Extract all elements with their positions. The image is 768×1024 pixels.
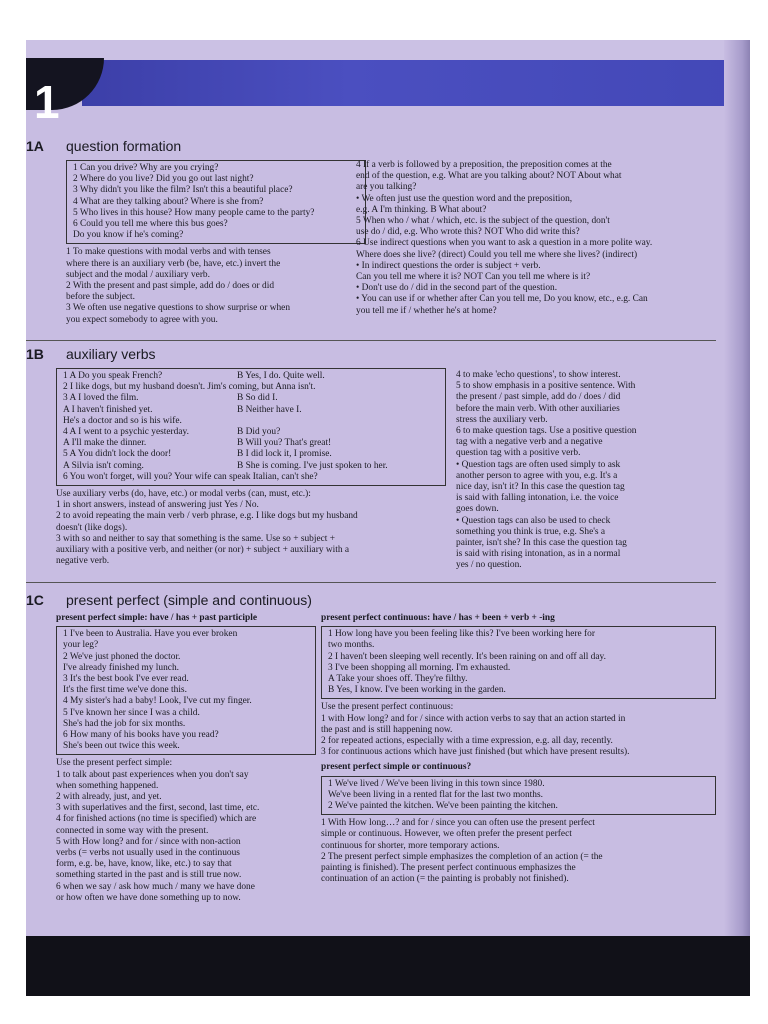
text-line: • You can use if or whether after Can you tell me, Do you know, etc., e.g. Can xyxy=(356,294,648,305)
text-line: connected in some way with the present. xyxy=(56,825,209,836)
example-box xyxy=(321,626,716,699)
text-line: 3 for continuous actions which have just finished (but which have present results). xyxy=(321,747,630,758)
text-line: painting is finished). The present perfect continuous emphasizes the xyxy=(321,863,576,874)
text-line: negative verb. xyxy=(56,556,110,567)
text-line: form, e.g. be, have, know, like, etc.) to say that xyxy=(56,859,232,870)
text-line: 2 to avoid repeating the main verb / verb phrase, e.g. I like dogs but my husband xyxy=(56,511,358,522)
text-line: 2 with already, just, and yet. xyxy=(56,792,162,803)
speaker-b-line: B She is coming. I've just spoken to her. xyxy=(237,460,388,471)
text-line: 6 to make question tags. Use a positive question xyxy=(456,426,637,437)
text-line: 2 With the present and past simple, add do / does or did xyxy=(66,281,275,292)
text-line: yes / no question. xyxy=(456,560,522,571)
text-line: stress the auxiliary verb. xyxy=(456,414,548,425)
speaker-b-line: B Yes, I do. Quite well. xyxy=(237,371,325,381)
example-row xyxy=(63,438,439,449)
text-line: simple or continuous. However, we often prefer the present perfect xyxy=(321,829,572,840)
text-line: 1 in short answers, instead of answering just Yes / No. xyxy=(56,500,259,511)
text-line: • We often just use the question word and the preposition, xyxy=(356,193,573,204)
text-line: something you think is true, e.g. She's a xyxy=(456,526,606,537)
example-row xyxy=(63,449,439,460)
text-line: e.g. A I'm thinking. B What about? xyxy=(356,204,487,215)
example-row xyxy=(63,382,439,393)
text-line: 2 We've just phoned the doctor. xyxy=(63,651,181,662)
page-fold-shadow xyxy=(724,40,750,996)
text-line: • Question tags can also be used to check xyxy=(456,515,611,526)
section-code: 1A xyxy=(26,138,44,154)
text-line: the past and is still happening now. xyxy=(321,724,453,735)
text-line: 6 Use indirect questions when you want to ask a question in a more polite way. xyxy=(356,238,653,249)
text-line: 6 Could you tell me where this bus goes? xyxy=(73,219,228,230)
text-line: 3 It's the best book I've ever read. xyxy=(63,674,189,685)
section-1a-right-column xyxy=(356,160,706,317)
section-1a-heading xyxy=(26,138,181,154)
text-line: 1 How long have you been feeling like this? I've been working here for xyxy=(328,629,595,640)
text-line: painter, isn't she? In this case the question tag xyxy=(456,538,627,549)
text-line: Do you know if he's coming? xyxy=(73,230,184,241)
example-box xyxy=(66,160,366,244)
text-line: She's had the job for six months. xyxy=(63,718,186,729)
text-line: or how often we have done something up to now. xyxy=(56,892,241,903)
speaker-b-line: B So did I. xyxy=(237,393,278,404)
rules-list xyxy=(56,489,446,567)
section-code: 1C xyxy=(26,592,44,608)
rules-list xyxy=(321,702,716,758)
speaker-b-line: B Will you? That's great! xyxy=(237,438,332,449)
chapter-header-bar xyxy=(82,60,750,106)
text-line: 1 I've been to Australia. Have you ever broken xyxy=(63,629,238,640)
text-line: 5 Who lives in this house? How many people came to the party? xyxy=(73,207,315,218)
text-line: 1 With How long…? and for / since you can often use the present perfect xyxy=(321,818,595,829)
text-line: verbs (= verbs not usually used in the continuous xyxy=(56,848,240,859)
section-1c-left-column xyxy=(56,612,316,904)
text-line: 1 To make questions with modal verbs and with tenses xyxy=(66,247,271,258)
section-title: present perfect (simple and continuous) xyxy=(66,592,312,608)
text-line: 3 We often use negative questions to show surprise or when xyxy=(66,303,291,314)
speaker-a-line: A Silvia isn't coming. xyxy=(63,460,144,471)
text-line: 5 When who / what / which, etc. is the subject of the question, don't xyxy=(356,216,610,227)
example-row xyxy=(63,472,439,483)
text-line: • In indirect questions the order is subject + verb. xyxy=(356,260,541,271)
example-row xyxy=(63,393,439,404)
subsection-heading: present perfect continuous: have / has + been + verb + -ing xyxy=(321,613,555,623)
speaker-b-line: B Did you? xyxy=(237,427,281,438)
text-line: She's been out twice this week. xyxy=(63,741,180,752)
section-divider xyxy=(26,582,716,583)
text-line: you tell me if / whether he's at home? xyxy=(356,305,497,316)
text-line: 3 with superlatives and the first, second, last time, etc. xyxy=(56,803,260,814)
text-line: subject and the modal / auxiliary verb. xyxy=(66,269,210,280)
example-row xyxy=(63,371,439,382)
example-box xyxy=(321,776,716,816)
text-line: • Question tags are often used simply to ask xyxy=(456,459,621,470)
rules-list xyxy=(321,818,716,885)
subsection-heading: present perfect simple: have / has + past participle xyxy=(56,613,257,623)
speaker-a-line: He's a doctor and so is his wife. xyxy=(63,415,182,426)
text-line: 5 I've known her since I was a child. xyxy=(63,707,200,718)
speaker-a-line: 6 You won't forget, will you? Your wife can speak Italian, can't she? xyxy=(63,471,318,482)
text-line: 5 with How long? and for / since with non-action xyxy=(56,836,241,847)
text-line: continuation of an action (= the painting is probably not finished). xyxy=(321,874,569,885)
text-line: 4 for finished actions (no time is specified) which are xyxy=(56,814,257,825)
rules-list xyxy=(66,247,366,325)
text-line: B Yes, I know. I've been working in the garden. xyxy=(328,685,506,696)
text-line: goes down. xyxy=(456,504,499,515)
text-line: 4 If a verb is followed by a preposition, the preposition comes at the xyxy=(356,160,612,170)
text-line: A Take your shoes off. They're filthy. xyxy=(328,674,468,685)
text-line: 2 We've painted the kitchen. We've been painting the kitchen. xyxy=(328,801,558,812)
example-row xyxy=(63,405,439,416)
speaker-a-line: 2 I like dogs, but my husband doesn't. Jim's coming, but Anna isn't. xyxy=(63,382,316,393)
text-line: tag with a negative verb and a negative xyxy=(456,437,603,448)
section-code: 1B xyxy=(26,346,44,362)
text-line: when something happened. xyxy=(56,780,159,791)
text-line: before the main verb. With other auxiliaries xyxy=(456,403,620,414)
text-line: 1 to talk about past experiences when you don't say xyxy=(56,769,249,780)
speaker-a-line: 4 A I went to a psychic yesterday. xyxy=(63,427,189,438)
section-1b-heading xyxy=(26,346,155,362)
text-line: 3 I've been shopping all morning. I'm exhausted. xyxy=(328,662,511,673)
text-line: the present / past simple, add do / does / did xyxy=(456,392,621,403)
section-1c-right-column xyxy=(321,612,716,885)
example-box xyxy=(56,368,446,486)
text-line: two months. xyxy=(328,640,375,651)
speaker-b-line: B Neither have I. xyxy=(237,404,302,415)
section-1b-right-column xyxy=(456,370,696,572)
text-line: you expect somebody to agree with you. xyxy=(66,314,218,325)
section-1a-left-column xyxy=(66,160,366,326)
speaker-a-line: 5 A You didn't lock the door! xyxy=(63,449,172,460)
text-line: It's the first time we've done this. xyxy=(63,685,187,696)
text-line: your leg? xyxy=(63,640,99,651)
text-line: are you talking? xyxy=(356,182,417,193)
text-line: where there is an auxiliary verb (be, have, etc.) invert the xyxy=(66,258,281,269)
text-line: 6 How many of his books have you read? xyxy=(63,730,219,741)
example-row xyxy=(63,416,439,427)
text-line: doesn't (like dogs). xyxy=(56,522,128,533)
text-line: continuous for shorter, more temporary actions. xyxy=(321,840,500,851)
chapter-number: 1 xyxy=(34,76,60,128)
text-line: Use the present perfect continuous: xyxy=(321,702,454,713)
text-line: 3 with so and neither to say that something is the same. Use so + subject + xyxy=(56,533,336,544)
text-line: 5 to show emphasis in a positive sentence. With xyxy=(456,381,636,392)
page-bottom-edge xyxy=(26,936,750,996)
text-line: something started in the past and is still true now. xyxy=(56,870,242,881)
speaker-a-line: 1 A Do you speak French? xyxy=(63,371,163,381)
text-line: I've already finished my lunch. xyxy=(63,662,179,673)
text-line: use do / did, e.g. Who wrote this? NOT Who did write this? xyxy=(356,227,580,238)
subsection-heading: present perfect simple or continuous? xyxy=(321,762,472,773)
rules-list xyxy=(56,758,316,904)
example-box xyxy=(56,626,316,755)
text-line: Where does she live? (direct) Could you tell me where she lives? (indirect) xyxy=(356,249,638,260)
text-line: Use auxiliary verbs (do, have, etc.) or modal verbs (can, must, etc.): xyxy=(56,489,311,500)
text-line: Use the present perfect simple: xyxy=(56,758,173,769)
speaker-a-line: 3 A I loved the film. xyxy=(63,393,139,404)
speaker-b-line: B I did lock it, I promise. xyxy=(237,449,332,460)
text-line: question tag with a positive verb. xyxy=(456,448,581,459)
text-line: We've been living in a rented flat for the last two months. xyxy=(328,789,543,800)
text-line: 2 I haven't been sleeping well recently. It's been raining on and off all day. xyxy=(328,651,606,662)
section-title: auxiliary verbs xyxy=(66,346,156,362)
section-1b-left-column xyxy=(56,368,446,567)
text-line: 1 Can you drive? Why are you crying? xyxy=(73,163,219,173)
text-line: 2 The present perfect simple emphasizes the completion of an action (= the xyxy=(321,851,603,862)
speaker-a-line: A I'll make the dinner. xyxy=(63,438,147,449)
text-line: 1 with How long? and for / since with action verbs to say that an action started in xyxy=(321,713,626,724)
text-line: before the subject. xyxy=(66,292,135,303)
text-line: 2 Where do you live? Did you go out last night? xyxy=(73,174,254,185)
text-line: 6 when we say / ask how much / many we have done xyxy=(56,881,255,892)
text-line: 4 My sister's had a baby! Look, I've cut my finger. xyxy=(63,696,252,707)
speaker-a-line: A I haven't finished yet. xyxy=(63,404,153,415)
page-top-edge xyxy=(26,40,750,62)
section-title: question formation xyxy=(66,138,182,154)
text-line: nice day, isn't it? In this case the question tag xyxy=(456,482,625,493)
example-row xyxy=(63,461,439,472)
text-line: is said with falling intonation, i.e. the voice xyxy=(456,493,619,504)
text-line: another person to agree with you, e.g. It's a xyxy=(456,470,618,481)
text-line: 3 Why didn't you like the film? Isn't this a beautiful place? xyxy=(73,185,293,196)
text-line: 4 What are they talking about? Where is she from? xyxy=(73,196,264,207)
section-divider xyxy=(26,340,716,341)
text-line: 4 to make 'echo questions', to show interest. xyxy=(456,370,621,380)
grammar-page xyxy=(26,40,750,996)
example-row xyxy=(63,427,439,438)
text-line: Can you tell me where it is? NOT Can you tell me where is it? xyxy=(356,272,591,283)
text-line: is said with rising intonation, as in a normal xyxy=(456,549,621,560)
text-line: end of the question, e.g. What are you talking about? NOT About what xyxy=(356,171,622,182)
text-line: auxiliary with a positive verb, and neither (or nor) + subject + auxiliary with a xyxy=(56,545,350,556)
text-line: 1 We've lived / We've been living in this town since 1980. xyxy=(328,778,545,789)
text-line: 2 for repeated actions, especially with a time expression, e.g. all day, recently. xyxy=(321,736,613,747)
text-line: • Don't use do / did in the second part of the question. xyxy=(356,283,558,294)
section-1c-heading xyxy=(26,592,312,608)
